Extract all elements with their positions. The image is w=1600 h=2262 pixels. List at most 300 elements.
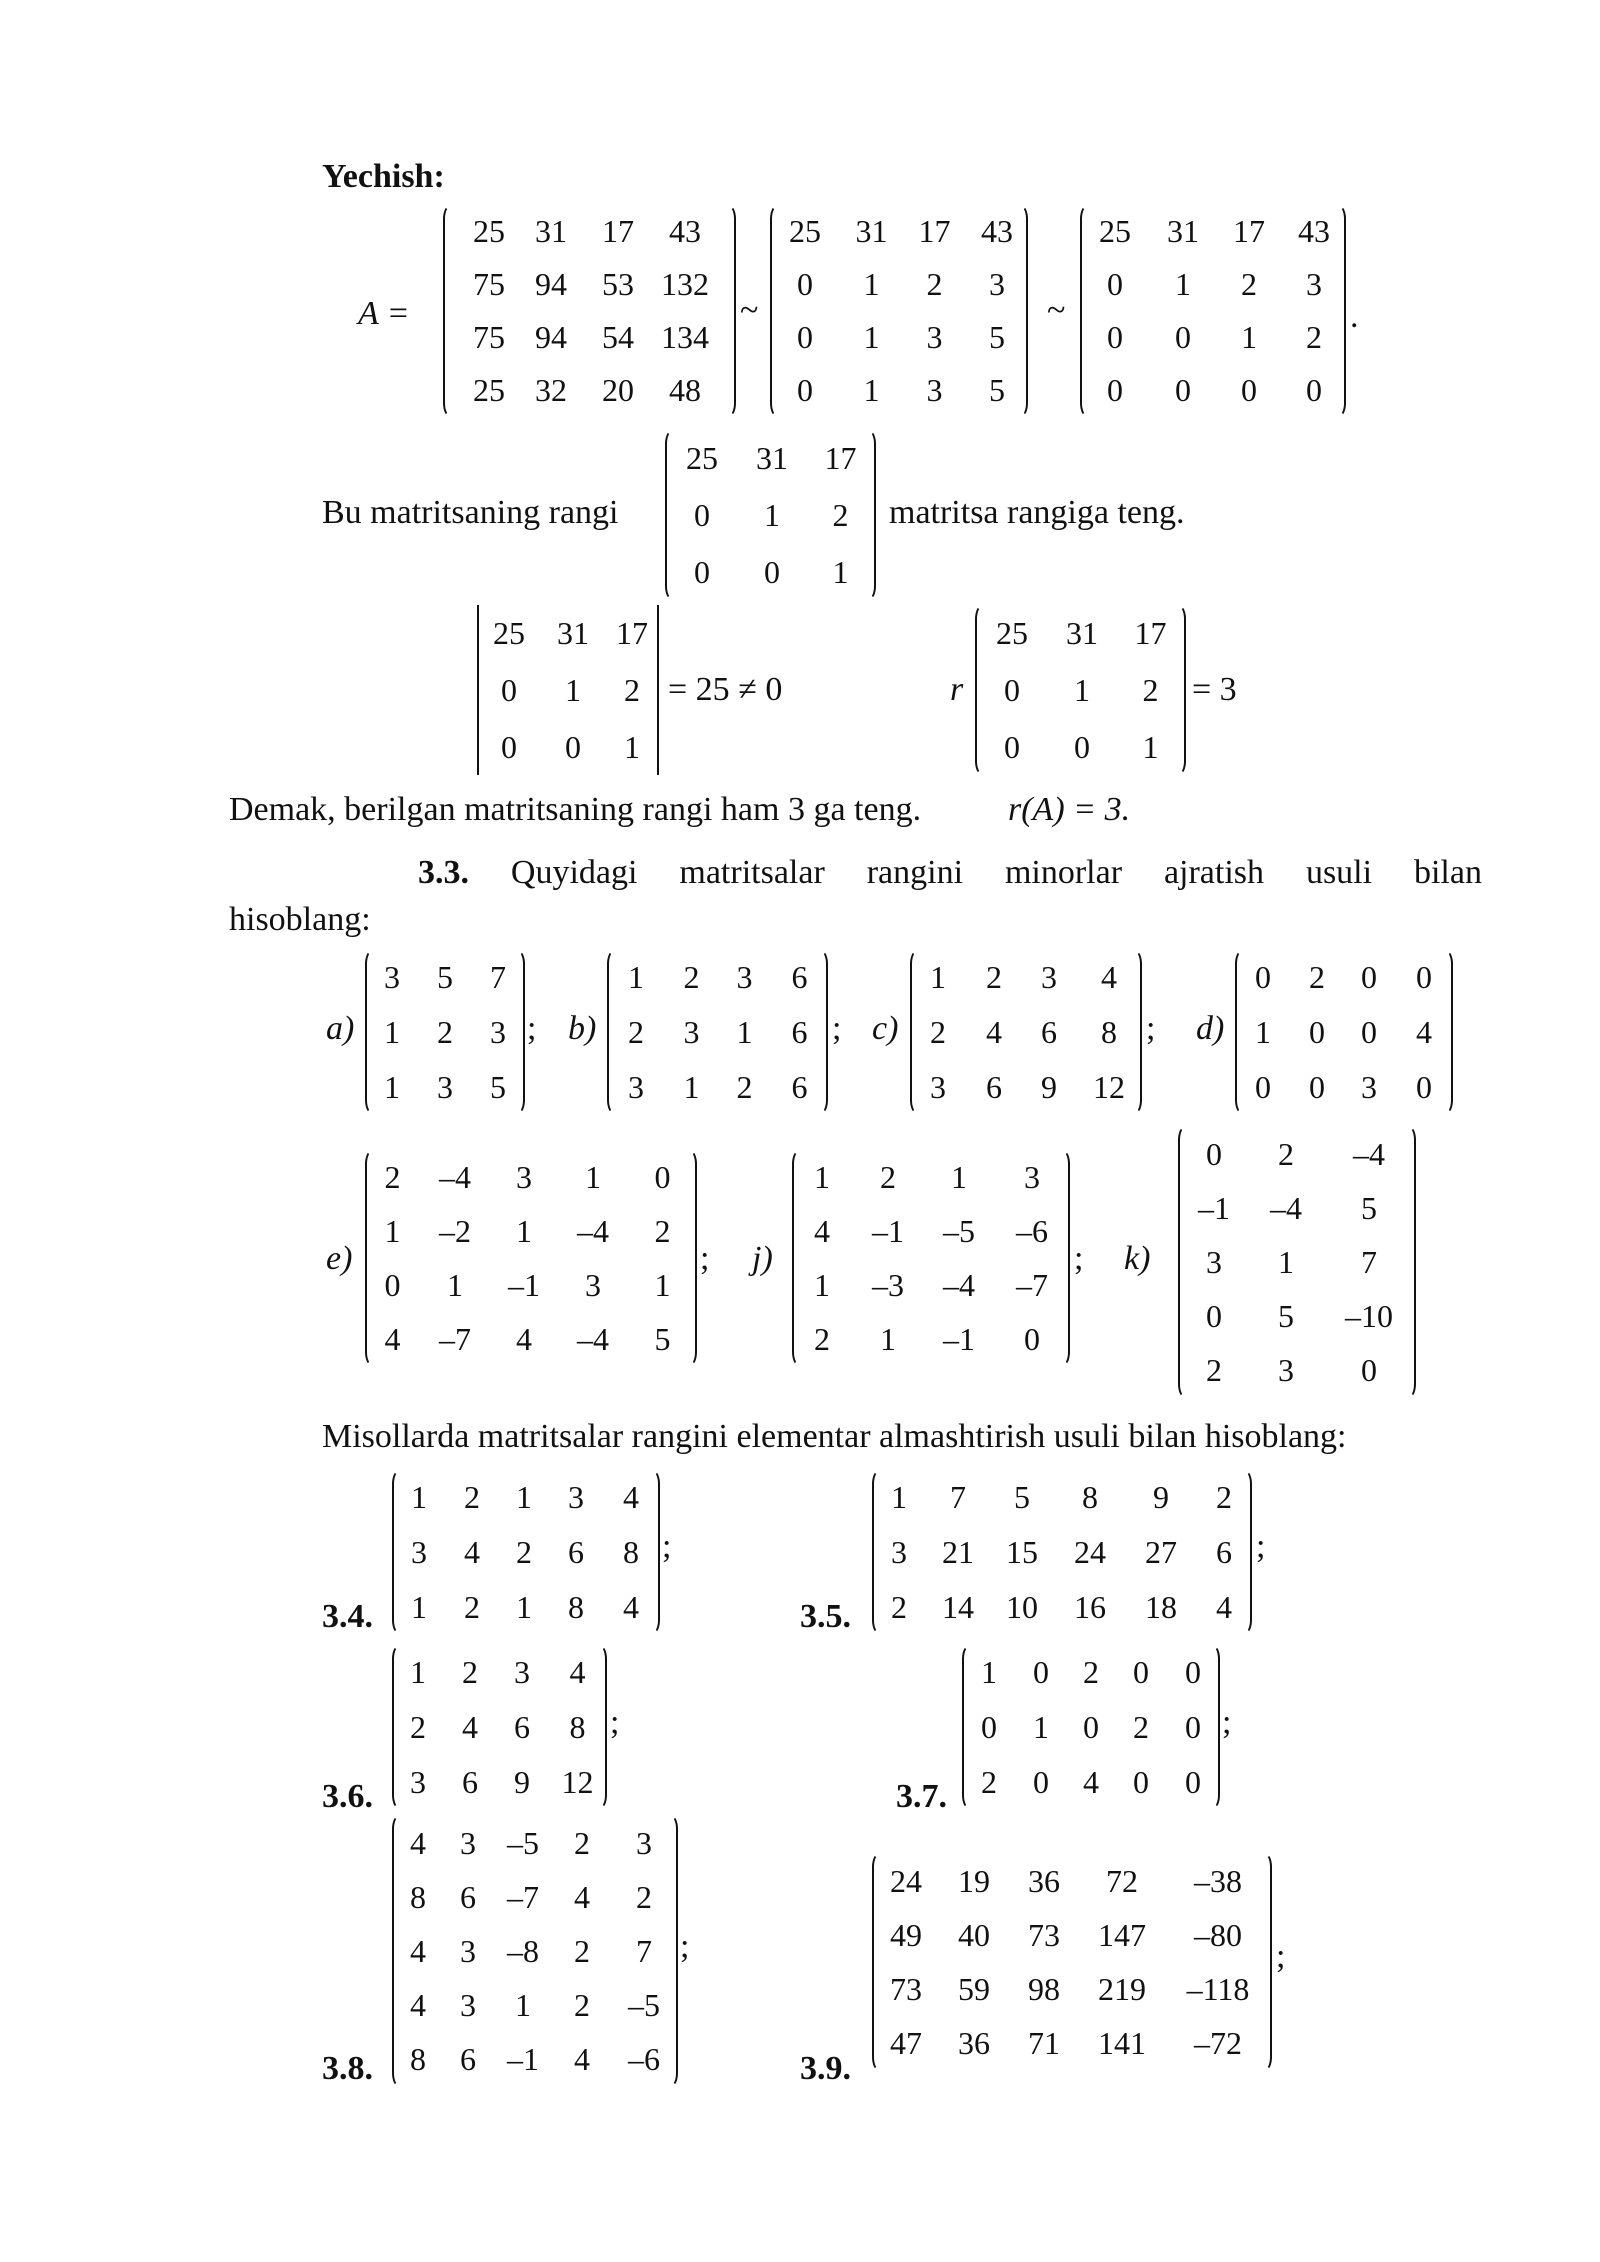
matrix-entries (975, 605, 1186, 776)
matrix-entry: 4 (464, 1534, 480, 1570)
right-parenthesis (664, 1815, 678, 2087)
right-parenthesis (1056, 1150, 1070, 1366)
matrix-entry: –118 (1186, 1971, 1250, 2007)
matrix-entry: 0 (1255, 959, 1271, 995)
matrix-entry: 0 (501, 672, 517, 708)
label-d: d) (1196, 1010, 1225, 1047)
matrix-entry: 0 (1024, 1321, 1040, 1357)
matrix-entry: 0 (1206, 1298, 1222, 1334)
matrix-entry: 3 (384, 959, 400, 995)
matrix-entry: 4 (384, 1321, 401, 1357)
word: matritsalar (679, 854, 825, 891)
semicolon: ; (1146, 1010, 1156, 1047)
matrix-entry: 4 (623, 1479, 639, 1515)
a-equals-label: A = (358, 295, 410, 332)
matrix-entry: –7 (507, 1879, 539, 1915)
left-parenthesis (975, 605, 989, 775)
determinant-bar-right (657, 605, 659, 775)
matrix-entry: 1 (863, 266, 880, 302)
matrix-entry: 43 (981, 213, 1013, 249)
solution-heading: Yechish: (322, 158, 445, 195)
matrix-entry: –5 (507, 1825, 539, 1861)
matrix-entry: 1 (628, 959, 644, 995)
matrix-entry: 0 (694, 497, 710, 533)
matrix-entry: 1 (1278, 1244, 1294, 1280)
matrix-entries (392, 1645, 607, 1810)
matrix-entry: 1 (585, 1159, 601, 1195)
matrix-entry: 5 (490, 1069, 506, 1105)
matrix-entry: 1 (891, 1479, 907, 1515)
matrix-entry: 5 (989, 319, 1005, 355)
left-parenthesis (392, 1645, 406, 1809)
matrix-entry: 3 (514, 1654, 530, 1690)
matrix-entry: 53 (602, 266, 634, 302)
matrix-entry: 31 (557, 615, 589, 651)
matrix-entry: 134 (661, 319, 709, 355)
semicolon: ; (610, 1704, 620, 1741)
matrix-entry: 1 (814, 1267, 830, 1303)
word: minorlar (1004, 854, 1123, 891)
matrix-entry: 25 (493, 615, 525, 651)
matrix-entry: 8 (1082, 1479, 1098, 1515)
matrix-entry: 8 (568, 1589, 584, 1625)
matrix-entry: 4 (1083, 1764, 1099, 1800)
matrix-entry: –5 (943, 1213, 975, 1249)
matrix-entry: 2 (574, 1987, 590, 2023)
matrix-entries (1235, 950, 1453, 1115)
matrix-entry: 6 (514, 1709, 530, 1745)
label-c: c) (872, 1010, 899, 1047)
matrix-entry: –1 (507, 2041, 539, 2077)
matrix-entry: 4 (1101, 959, 1117, 995)
matrix-entry: 4 (623, 1589, 639, 1625)
matrix-entry: 6 (460, 2041, 476, 2077)
right-parenthesis (1206, 1645, 1220, 1809)
problem-number: 3.3. (418, 854, 469, 891)
right-parenthesis (1439, 950, 1453, 1114)
right-parenthesis (511, 950, 525, 1114)
matrix-entry: 0 (1241, 372, 1257, 408)
matrix-entry: 75 (473, 319, 505, 355)
matrix-entry: 47 (890, 2025, 922, 2061)
semicolon: ; (1256, 1528, 1266, 1565)
matrix-entry: 1 (447, 1267, 463, 1303)
matrix-entry: 0 (797, 372, 813, 408)
problem-number-3-4: 3.4. (322, 1598, 373, 1635)
matrix-entry: –5 (628, 1987, 660, 2023)
matrix-entry: 3 (989, 266, 1005, 302)
matrix-entry: 2 (574, 1933, 590, 1969)
matrix-entry: 6 (1041, 1014, 1057, 1050)
matrix-entry: 1 (565, 672, 581, 708)
left-parenthesis (1080, 205, 1094, 417)
matrix-3-9 (872, 1853, 1272, 2071)
matrix-entry: 1 (384, 1014, 400, 1050)
matrix-entry: 1 (1033, 1709, 1049, 1745)
left-parenthesis (392, 1815, 406, 2087)
left-parenthesis (792, 1150, 806, 1366)
matrix-entry: 0 (1185, 1654, 1201, 1690)
problem-number-3-7: 3.7. (896, 1778, 947, 1815)
matrix-entry: 3 (516, 1159, 532, 1195)
matrix-entry: 94 (535, 319, 567, 355)
determinant-result: = 25 ≠ 0 (668, 671, 783, 708)
matrix-rank-result (975, 605, 1186, 775)
matrix-entry: 2 (1206, 1352, 1222, 1388)
matrix-rank-ref (665, 430, 876, 600)
matrix-entry: 6 (791, 1014, 808, 1050)
matrix-entry: –7 (439, 1321, 471, 1357)
matrix-entry: 4 (574, 2041, 590, 2077)
matrix-entry: 7 (1361, 1244, 1377, 1280)
rank-tail-text: matritsa rangiga teng. (889, 494, 1185, 531)
matrix-entries (1178, 1127, 1416, 1397)
right-parenthesis (862, 430, 876, 600)
matrix-entry: 1 (516, 1589, 532, 1625)
matrix-entry: –1 (872, 1213, 904, 1249)
matrix-entry: 3 (460, 1987, 476, 2023)
matrix-entry: 3 (410, 1764, 426, 1800)
matrix-entry: 4 (814, 1213, 830, 1249)
matrix-entry: 17 (1233, 213, 1265, 249)
matrix-entry: 1 (384, 1069, 400, 1105)
matrix-entry: 8 (410, 2041, 426, 2077)
word: bilan (1413, 854, 1482, 891)
matrix-entry: 17 (918, 213, 951, 249)
matrix-entry: 9 (514, 1764, 530, 1800)
right-parenthesis (646, 1470, 660, 1634)
matrix-entry: 0 (1074, 729, 1090, 765)
matrix-entry: 2 (516, 1534, 532, 1570)
right-parenthesis (1014, 205, 1028, 417)
matrix-entry: 3 (891, 1534, 907, 1570)
matrix-entry: 6 (462, 1764, 478, 1800)
matrix-entry: 1 (1175, 266, 1191, 302)
matrix-entry: 32 (535, 372, 567, 408)
label-j: j) (752, 1240, 773, 1277)
matrix-entry: 3 (1361, 1069, 1377, 1105)
matrix-entry: 2 (574, 1825, 590, 1861)
matrix-entry: 0 (1133, 1654, 1149, 1690)
matrix-entry: 4 (410, 1933, 426, 1969)
left-parenthesis (365, 1150, 379, 1366)
matrix-entry: 3 (926, 319, 943, 355)
matrix-entry: 1 (863, 372, 880, 408)
matrix-entry: 0 (1306, 372, 1322, 408)
matrix-entry: 0 (654, 1159, 671, 1195)
matrix-entry: 4 (462, 1709, 478, 1745)
matrix-entry: 2 (1216, 1479, 1232, 1515)
matrix-c (910, 950, 1142, 1114)
matrix-entry: 141 (1098, 2025, 1146, 2061)
matrix-entry: 19 (958, 1863, 990, 1899)
matrix-entry: –4 (943, 1267, 975, 1303)
matrix-entry: 73 (1028, 1917, 1060, 1953)
matrix-entry: 0 (694, 554, 710, 590)
left-parenthesis (1178, 1126, 1192, 1398)
matrix-entry: –4 (1270, 1190, 1302, 1226)
right-parenthesis (1238, 1470, 1252, 1634)
word: usuli (1305, 854, 1373, 891)
left-parenthesis (365, 950, 379, 1114)
matrix-entry: 2 (814, 1321, 830, 1357)
matrix-entry: 3 (636, 1825, 652, 1861)
semicolon: ; (662, 1528, 672, 1565)
matrix-entry: 1 (736, 1014, 753, 1050)
matrix-entry: 2 (930, 1014, 946, 1050)
matrix-entry: 71 (1028, 2025, 1060, 2061)
conclusion-text: Demak, berilgan matritsaning rangi ham 3 ga teng. (229, 791, 922, 828)
matrix-entry: 5 (654, 1321, 671, 1357)
matrix-a2 (770, 205, 1028, 417)
right-parenthesis (1258, 1853, 1272, 2071)
matrix-d (1235, 950, 1453, 1114)
matrix-entry: 1 (832, 554, 849, 590)
matrix-entry: –4 (439, 1159, 471, 1195)
matrix-entry: 1 (516, 1479, 532, 1515)
matrix-entry: 3 (930, 1069, 946, 1105)
matrix-entry: 1 (981, 1654, 997, 1690)
matrix-entry: 6 (986, 1069, 1002, 1105)
matrix-entry: 2 (464, 1479, 480, 1515)
matrix-entries (1080, 205, 1346, 417)
matrix-entry: 31 (855, 213, 888, 249)
matrix-3-8 (392, 1815, 678, 2087)
word: Quyidagi (510, 854, 638, 891)
matrix-entry: 6 (568, 1534, 584, 1570)
matrix-entry: 0 (764, 554, 780, 590)
matrix-entry: 59 (958, 1971, 990, 2007)
matrix-entry: 4 (574, 1879, 590, 1915)
word: rangini (866, 854, 964, 891)
matrix-entry: 2 (1241, 266, 1257, 302)
matrix-entry: 2 (981, 1764, 997, 1800)
left-parenthesis (607, 950, 621, 1114)
matrix-entry: 25 (473, 213, 505, 249)
determinant-bar-left (477, 605, 479, 775)
period: . (1350, 298, 1359, 335)
left-parenthesis (962, 1645, 976, 1809)
matrix-entry: 1 (515, 1987, 531, 2023)
semicolon: ; (680, 1928, 690, 1965)
matrix-entries (607, 950, 828, 1115)
left-parenthesis (872, 1853, 886, 2071)
matrix-entry: 1 (1142, 729, 1159, 765)
matrix-entries (792, 1150, 1070, 1366)
matrix-entry: –1 (1198, 1190, 1230, 1226)
matrix-entry: 0 (1416, 959, 1432, 995)
matrix-entry: 3 (437, 1069, 453, 1105)
matrix-entry: –4 (577, 1321, 609, 1357)
matrix-entry: 4 (516, 1321, 532, 1357)
matrix-entry: 0 (1175, 319, 1191, 355)
matrix-entry: 0 (797, 266, 813, 302)
matrix-entry: 17 (616, 615, 648, 651)
matrix-entry: 1 (863, 319, 880, 355)
matrix-entries (872, 1854, 1272, 2070)
matrix-entry: 1 (880, 1321, 896, 1357)
matrix-entry: 1 (1241, 319, 1257, 355)
matrix-entry: 9 (1153, 1479, 1169, 1515)
matrix-entry: 3 (460, 1825, 476, 1861)
matrix-entry: 3 (1024, 1159, 1040, 1195)
matrix-entry: 1 (624, 729, 640, 765)
matrix-entry: 132 (661, 266, 709, 302)
equivalence-symbol: ~ (1047, 292, 1066, 329)
matrix-b (607, 950, 828, 1114)
matrix-entry: 147 (1098, 1917, 1146, 1953)
matrix-entry: 0 (565, 729, 581, 765)
matrix-entry: 40 (958, 1917, 990, 1953)
matrix-entry: –6 (1016, 1213, 1048, 1249)
matrix-entry: 3 (585, 1267, 601, 1303)
matrix-entry: 17 (1134, 615, 1167, 651)
matrix-entry: 2 (437, 1014, 453, 1050)
matrix-entry: 0 (1004, 672, 1020, 708)
matrix-entry: 6 (791, 959, 808, 995)
matrix-entry: 6 (791, 1069, 808, 1105)
rank-result: = 3 (1192, 671, 1237, 708)
matrix-entries (392, 1816, 678, 2086)
semicolon: ; (1074, 1240, 1084, 1277)
matrix-entry: 1 (384, 1213, 401, 1249)
matrix-3-4 (392, 1470, 660, 1634)
matrix-entry: –38 (1194, 1863, 1242, 1899)
left-parenthesis (443, 205, 457, 417)
matrix-entry: 4 (410, 1825, 426, 1861)
matrix-entry: 0 (1361, 1014, 1377, 1050)
matrix-entry: 2 (986, 959, 1002, 995)
matrix-entry: 36 (958, 2025, 990, 2061)
right-parenthesis (683, 1150, 697, 1366)
matrix-entry: 2 (628, 1014, 644, 1050)
matrix-entry: 3 (628, 1069, 644, 1105)
matrix-entry: 3 (460, 1933, 476, 1969)
matrix-entry: 4 (1216, 1589, 1232, 1625)
matrix-entry: 2 (1083, 1654, 1099, 1690)
matrix-entry: 5 (989, 372, 1005, 408)
matrix-a1 (443, 205, 736, 417)
semicolon: ; (1276, 1938, 1286, 1975)
matrix-entry: 7 (950, 1479, 966, 1515)
matrix-entry: 1 (764, 497, 780, 533)
matrix-entry: 2 (832, 497, 849, 533)
conclusion-formula: r(A) = 3. (1008, 791, 1131, 828)
matrix-entry: 16 (1074, 1589, 1106, 1625)
matrix-entry: 1 (930, 959, 946, 995)
matrix-entry: 7 (636, 1933, 652, 1969)
semicolon: ; (700, 1240, 710, 1277)
matrix-entry: 31 (1066, 615, 1098, 651)
problem-number-3-9: 3.9. (800, 2050, 851, 2087)
problem-3-3-line2: hisoblang: (229, 901, 371, 938)
matrix-entries (665, 430, 876, 601)
matrix-entry: 8 (569, 1709, 586, 1745)
matrix-entry: 3 (490, 1014, 506, 1050)
matrix-entry: 17 (824, 440, 857, 476)
matrix-e (365, 1150, 697, 1366)
matrix-entry: 2 (1306, 319, 1322, 355)
matrix-entry: 21 (942, 1534, 974, 1570)
label-b: b) (568, 1010, 597, 1047)
matrix-entry: 20 (602, 372, 634, 408)
matrix-entry: 73 (890, 1971, 922, 2007)
matrix-entry: 43 (669, 213, 701, 249)
matrix-entry: –7 (1016, 1267, 1048, 1303)
matrix-entry: 15 (1006, 1534, 1038, 1570)
matrix-entry: 0 (1416, 1069, 1432, 1105)
matrix-entry: 2 (636, 1879, 652, 1915)
matrix-entries (365, 1150, 697, 1366)
matrix-entry: –4 (1353, 1136, 1385, 1172)
matrix-entries (770, 205, 1028, 417)
matrix-entry: 0 (1185, 1709, 1201, 1745)
matrix-entry: 2 (926, 266, 943, 302)
matrix-entry: 25 (1099, 213, 1131, 249)
right-parenthesis (1402, 1126, 1416, 1398)
matrix-entry: 27 (1145, 1534, 1177, 1570)
matrix-entry: 10 (1006, 1589, 1038, 1625)
matrix-entry: 4 (569, 1654, 586, 1690)
matrix-entry: 3 (411, 1534, 427, 1570)
left-parenthesis (872, 1470, 886, 1634)
matrix-entry: 25 (996, 615, 1028, 651)
matrix-entries (962, 1645, 1220, 1810)
matrix-entry: 1 (1255, 1014, 1271, 1050)
matrix-entry: 2 (464, 1589, 480, 1625)
matrix-entry: –72 (1194, 2025, 1242, 2061)
matrix-entry: 5 (1014, 1479, 1030, 1515)
rank-intro-text: Bu matritsaning rangi (322, 494, 619, 531)
matrix-entry: 24 (890, 1863, 922, 1899)
matrix-a3 (1080, 205, 1346, 417)
matrix-entry: 36 (1028, 1863, 1060, 1899)
matrix-entry: 3 (1206, 1244, 1222, 1280)
matrix-entry: 14 (942, 1589, 974, 1625)
matrix-3-7 (962, 1645, 1220, 1809)
matrix-entry: 31 (535, 213, 567, 249)
matrix-entry: –4 (577, 1213, 609, 1249)
matrix-entry: 0 (1309, 1069, 1325, 1105)
matrix-entry: 0 (1309, 1014, 1325, 1050)
matrix-entry: 219 (1098, 1971, 1146, 2007)
left-parenthesis (1235, 950, 1249, 1114)
matrix-entry: 6 (460, 1879, 476, 1915)
problem-number-3-8: 3.8. (322, 2050, 373, 2087)
matrix-k (1178, 1126, 1416, 1398)
matrix-entry: 0 (1107, 319, 1123, 355)
right-parenthesis (1128, 950, 1142, 1114)
exercise-instruction: Misollarda matritsalar rangini elementar almashtirish usuli bilan hisoblang: (322, 1418, 1347, 1455)
matrix-entry: 43 (1298, 213, 1330, 249)
matrix-entry: 0 (1107, 266, 1123, 302)
matrix-entry: 31 (1167, 213, 1199, 249)
matrix-entry: 12 (1093, 1069, 1125, 1105)
matrix-entry: 2 (624, 672, 640, 708)
determinant-3x3 (477, 605, 659, 775)
matrix-entry: 98 (1028, 1971, 1060, 2007)
matrix-entry: 72 (1106, 1863, 1138, 1899)
matrix-entry: 8 (410, 1879, 426, 1915)
matrix-entry: 3 (1041, 959, 1057, 995)
matrix-entry: –1 (943, 1321, 975, 1357)
matrix-entry: 54 (602, 319, 634, 355)
matrix-3-6 (392, 1645, 607, 1809)
matrix-entry: 1 (411, 1589, 427, 1625)
matrix-entry: 25 (789, 213, 821, 249)
label-a: a) (326, 1010, 355, 1047)
matrix-entry: 5 (1361, 1190, 1377, 1226)
